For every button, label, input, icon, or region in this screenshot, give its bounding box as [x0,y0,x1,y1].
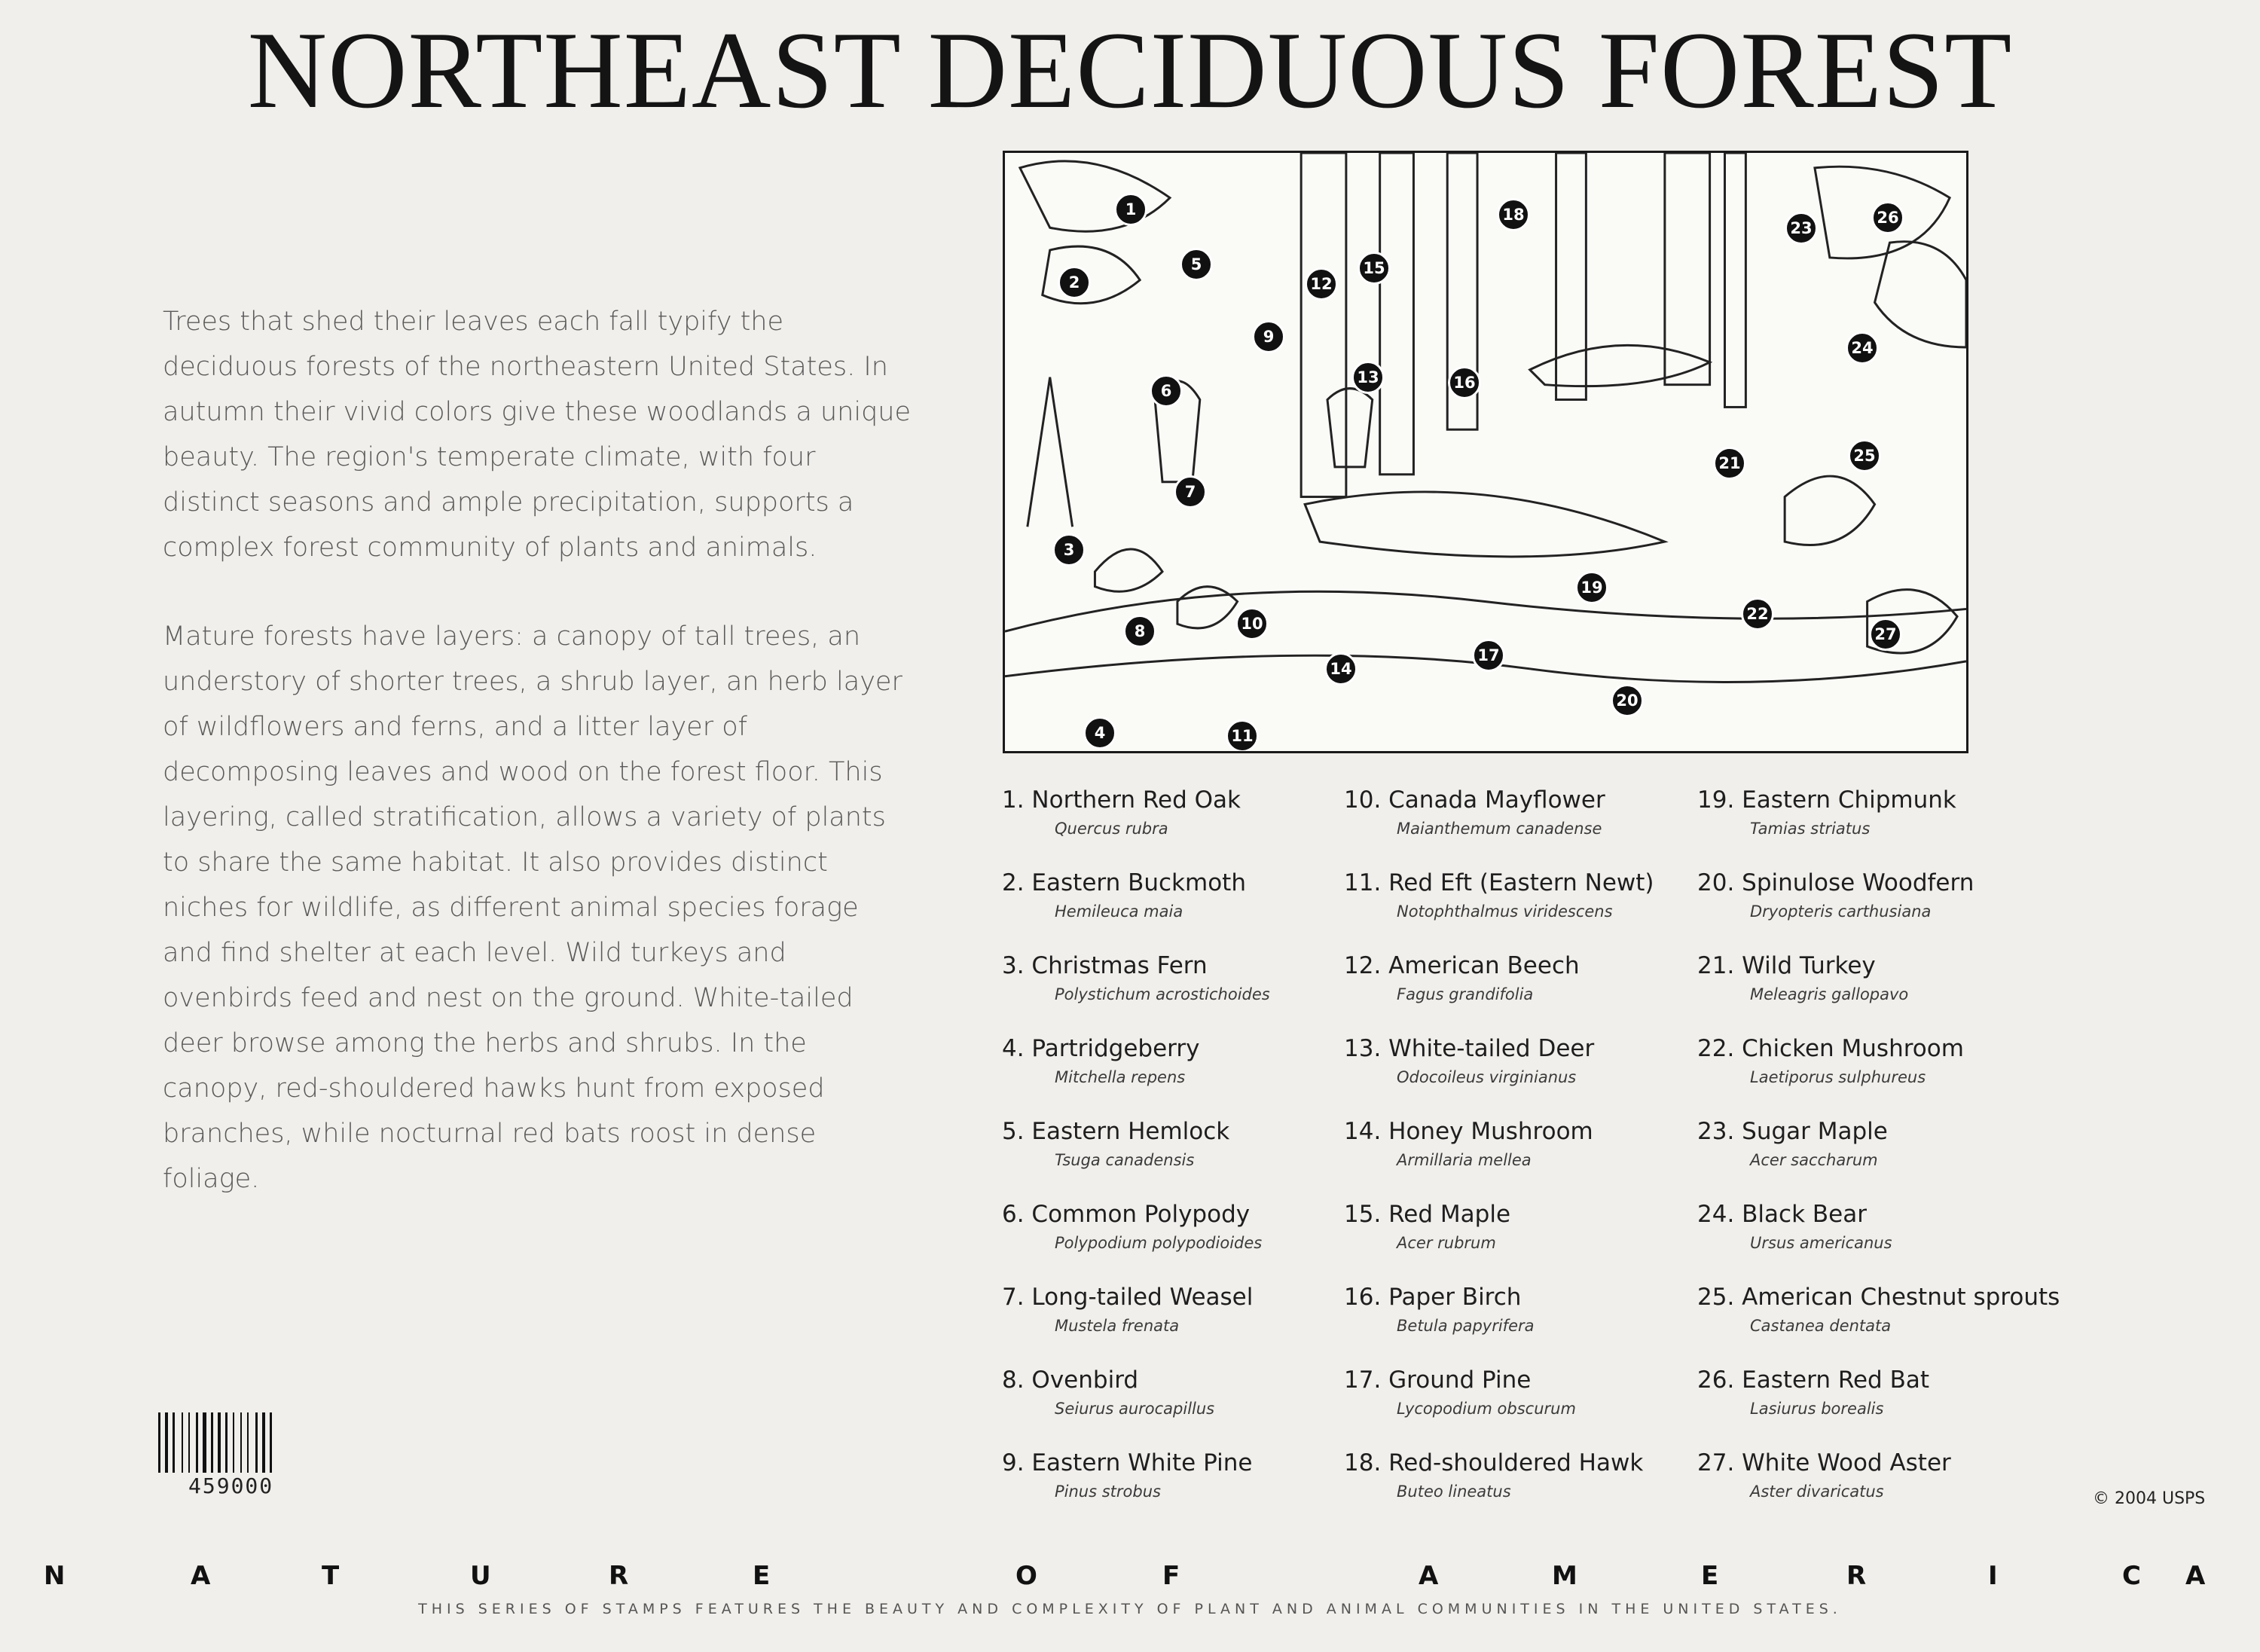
legend-item [1344,1032,1690,1115]
marker-3: 3 [1052,533,1086,566]
legend-item [1697,866,2044,949]
marker-6: 6 [1150,374,1183,408]
series-letter: N [44,1561,66,1591]
legend-item [1344,1115,1690,1198]
intro-text-2: Mature forests have layers: a canopy of tall trees, an understory of shorter trees, a shrub layer, an herb layer of wildflowers and ferns, and a litter layer of decomposing leaves and wood on the forest floor. This layering, called stratification, allows a variety of plants to share the same habitat. It also provides distinct niches for wildlife, as different animal species forage and find shelter at each level. Wild turkeys and ovenbirds feed and nest on the ground. White-tailed deer browse among the herbs and shrubs. In the canopy, red-shouldered hawks hunt from exposed branches, while nocturnal red bats roost in dense foliage. [163,621,902,1194]
marker-15: 15 [1358,252,1391,285]
marker-18: 18 [1497,198,1530,231]
marker-11: 11 [1226,719,1259,753]
legend-scientific-name: Armillaria mellea [1397,1151,1532,1169]
intro-paragraph-1 [163,299,916,570]
series-letter: A [191,1561,211,1591]
barcode-bar [233,1412,234,1473]
legend-name: 26. Eastern Red Bat [1697,1366,1929,1394]
series-letter: O [1015,1561,1037,1591]
legend-scientific-name: Hemileuca maia [1055,902,1183,921]
legend-item [1344,1363,1690,1446]
legend-scientific-name: Laetiporus sulphureus [1750,1068,1926,1086]
barcode-bar [188,1412,190,1473]
legend-item [1697,783,2044,866]
legend-item [1002,866,1348,949]
legend-name: 22. Chicken Mushroom [1697,1035,1964,1062]
barcode-bar [211,1412,213,1473]
barcode-bar [270,1412,272,1473]
barcode-bar [225,1412,228,1473]
legend-name: 9. Eastern White Pine [1002,1449,1253,1476]
legend-scientific-name: Tsuga canadensis [1055,1151,1195,1169]
legend-item [1344,1281,1690,1363]
series-letter: F [1162,1561,1180,1591]
marker-10: 10 [1235,607,1269,640]
intro-text-1: Trees that shed their leaves each fall typify the deciduous forests of the northeastern United States. In autumn their vivid colors give these woodlands a unique beauty. The region's temperate climate, with four distinct seasons and ample precipitation, supports a complex forest community of plants and animals. [163,307,912,563]
legend-scientific-name: Tamias striatus [1750,820,1871,838]
barcode-number: 459000 [188,1473,274,1498]
legend-scientific-name: Polystichum acrostichoides [1055,985,1270,1003]
barcode-bar [218,1412,221,1473]
legend-scientific-name: Lycopodium obscurum [1397,1400,1576,1418]
legend-scientific-name: Buteo lineatus [1397,1483,1511,1501]
legend-scientific-name: Polypodium polypodioides [1055,1234,1263,1252]
barcode-bar [182,1412,183,1473]
legend-scientific-name: Betula papyrifera [1397,1317,1535,1335]
barcode-bar [196,1412,198,1473]
legend-name: 19. Eastern Chipmunk [1697,786,1956,814]
legend-item [1002,1446,1348,1529]
series-letter: U [470,1561,491,1591]
series-letter: E [1701,1561,1719,1591]
barcode-bar [255,1412,258,1473]
legend-item [1697,1281,2060,1363]
marker-23: 23 [1785,212,1818,245]
marker-14: 14 [1324,652,1358,686]
series-letter: R [1846,1561,1867,1591]
series-letter: M [1552,1561,1577,1591]
legend-scientific-name: Dryopteris carthusiana [1750,902,1932,921]
legend-name: 6. Common Polypody [1002,1201,1251,1228]
legend-name: 12. American Beech [1344,952,1580,979]
legend-item [1002,783,1348,866]
legend-scientific-name: Mitchella repens [1055,1068,1186,1086]
legend-scientific-name: Lasiurus borealis [1750,1400,1884,1418]
legend-column-2 [1344,783,1690,1529]
marker-4: 4 [1083,716,1116,750]
copyright: © 2004 USPS [2093,1489,2206,1508]
series-title [0,1561,2260,1599]
series-letter: A [1419,1561,1439,1591]
barcode-bar [165,1412,168,1473]
intro-paragraph-2 [163,614,916,1202]
marker-20: 20 [1611,684,1644,717]
legend-name: 18. Red-shouldered Hawk [1344,1449,1644,1476]
forest-illustration [1003,151,1968,753]
legend-item [1344,866,1690,949]
marker-22: 22 [1741,597,1774,631]
legend-item [1697,1115,2044,1198]
legend-item [1344,949,1690,1032]
marker-17: 17 [1472,639,1505,672]
marker-9: 9 [1252,320,1285,353]
legend-name: 11. Red Eft (Eastern Newt) [1344,869,1654,896]
marker-26: 26 [1871,201,1904,234]
legend-scientific-name: Castanea dentata [1750,1317,1892,1335]
footer-tagline: THIS SERIES OF STAMPS FEATURES THE BEAUTY AND COMPLEXITY OF PLANT AND ANIMAL COMMUNITIES IN THE UNITED STATES. [418,1601,1842,1617]
barcode-bar [240,1412,242,1473]
marker-13: 13 [1351,361,1385,394]
legend-scientific-name: Maianthemum canadense [1397,820,1602,838]
legend-name: 8. Ovenbird [1002,1366,1139,1394]
marker-19: 19 [1575,571,1608,604]
legend-scientific-name: Seiurus aurocapillus [1055,1400,1215,1418]
marker-27: 27 [1869,618,1902,651]
marker-5: 5 [1180,248,1213,281]
legend-scientific-name: Acer rubrum [1397,1234,1496,1252]
legend-name: 1. Northern Red Oak [1002,786,1241,814]
legend-item [1002,1281,1348,1363]
legend-item [1697,949,2044,1032]
barcode-bar [262,1412,265,1473]
legend-item [1344,783,1690,866]
legend-item [1344,1198,1690,1281]
legend-item [1344,1446,1690,1529]
marker-25: 25 [1848,439,1881,472]
legend-column-3 [1697,783,2060,1529]
legend-item [1697,1363,2044,1446]
legend-name: 4. Partridgeberry [1002,1035,1200,1062]
legend-name: 10. Canada Mayflower [1344,786,1605,814]
legend-item [1002,1032,1348,1115]
legend-scientific-name: Quercus rubra [1055,820,1168,838]
legend-item [1697,1198,2044,1281]
marker-2: 2 [1058,266,1091,299]
page-title: NORTHEAST DECIDUOUS FOREST [247,9,2013,131]
series-letter: E [753,1561,771,1591]
barcode-bar [158,1412,160,1473]
legend-name: 16. Paper Birch [1344,1284,1522,1311]
legend-scientific-name: Notophthalmus viridescens [1397,902,1613,921]
marker-7: 7 [1174,475,1207,508]
legend-name: 17. Ground Pine [1344,1366,1532,1394]
legend-name: 25. American Chestnut sprouts [1697,1284,2060,1311]
legend-column-1 [1002,783,1348,1529]
legend-name: 3. Christmas Fern [1002,952,1208,979]
legend-name: 21. Wild Turkey [1697,952,1876,979]
legend-name: 23. Sugar Maple [1697,1118,1888,1145]
legend-item [1002,1363,1348,1446]
barcode-bar [203,1412,206,1473]
legend-scientific-name: Meleagris gallopavo [1750,985,1909,1003]
marker-1: 1 [1114,193,1147,226]
marker-12: 12 [1305,267,1338,301]
legend-name: 13. White-tailed Deer [1344,1035,1595,1062]
legend-name: 20. Spinulose Woodfern [1697,869,1974,896]
marker-16: 16 [1448,366,1481,399]
legend-scientific-name: Acer saccharum [1750,1151,1878,1169]
legend-scientific-name: Fagus grandifolia [1397,985,1534,1003]
legend-name: 24. Black Bear [1697,1201,1867,1228]
series-letter: A [2185,1561,2206,1591]
legend-scientific-name: Ursus americanus [1750,1234,1892,1252]
legend-scientific-name: Odocoileus virginianus [1397,1068,1577,1086]
legend-item [1697,1446,2044,1529]
legend-name: 2. Eastern Buckmoth [1002,869,1246,896]
legend-item [1002,1198,1348,1281]
series-letter: I [1988,1561,1998,1591]
legend-scientific-name: Aster divaricatus [1750,1483,1884,1501]
series-letter: R [609,1561,629,1591]
series-letter: C [2122,1561,2141,1591]
legend-name: 5. Eastern Hemlock [1002,1118,1230,1145]
marker-21: 21 [1713,447,1746,480]
legend-item [1002,1115,1348,1198]
legend-scientific-name: Pinus strobus [1055,1483,1161,1501]
legend-name: 7. Long-tailed Weasel [1002,1284,1254,1311]
legend-item [1002,949,1348,1032]
legend-name: 14. Honey Mushroom [1344,1118,1593,1145]
marker-8: 8 [1123,615,1156,648]
legend-name: 27. White Wood Aster [1697,1449,1951,1476]
barcode [158,1412,347,1473]
barcode-bar [247,1412,249,1473]
series-letter: T [322,1561,340,1591]
legend-item [1697,1032,2044,1115]
legend-name: 15. Red Maple [1344,1201,1511,1228]
marker-24: 24 [1846,331,1879,365]
legend-scientific-name: Mustela frenata [1055,1317,1180,1335]
barcode-bar [173,1412,175,1473]
